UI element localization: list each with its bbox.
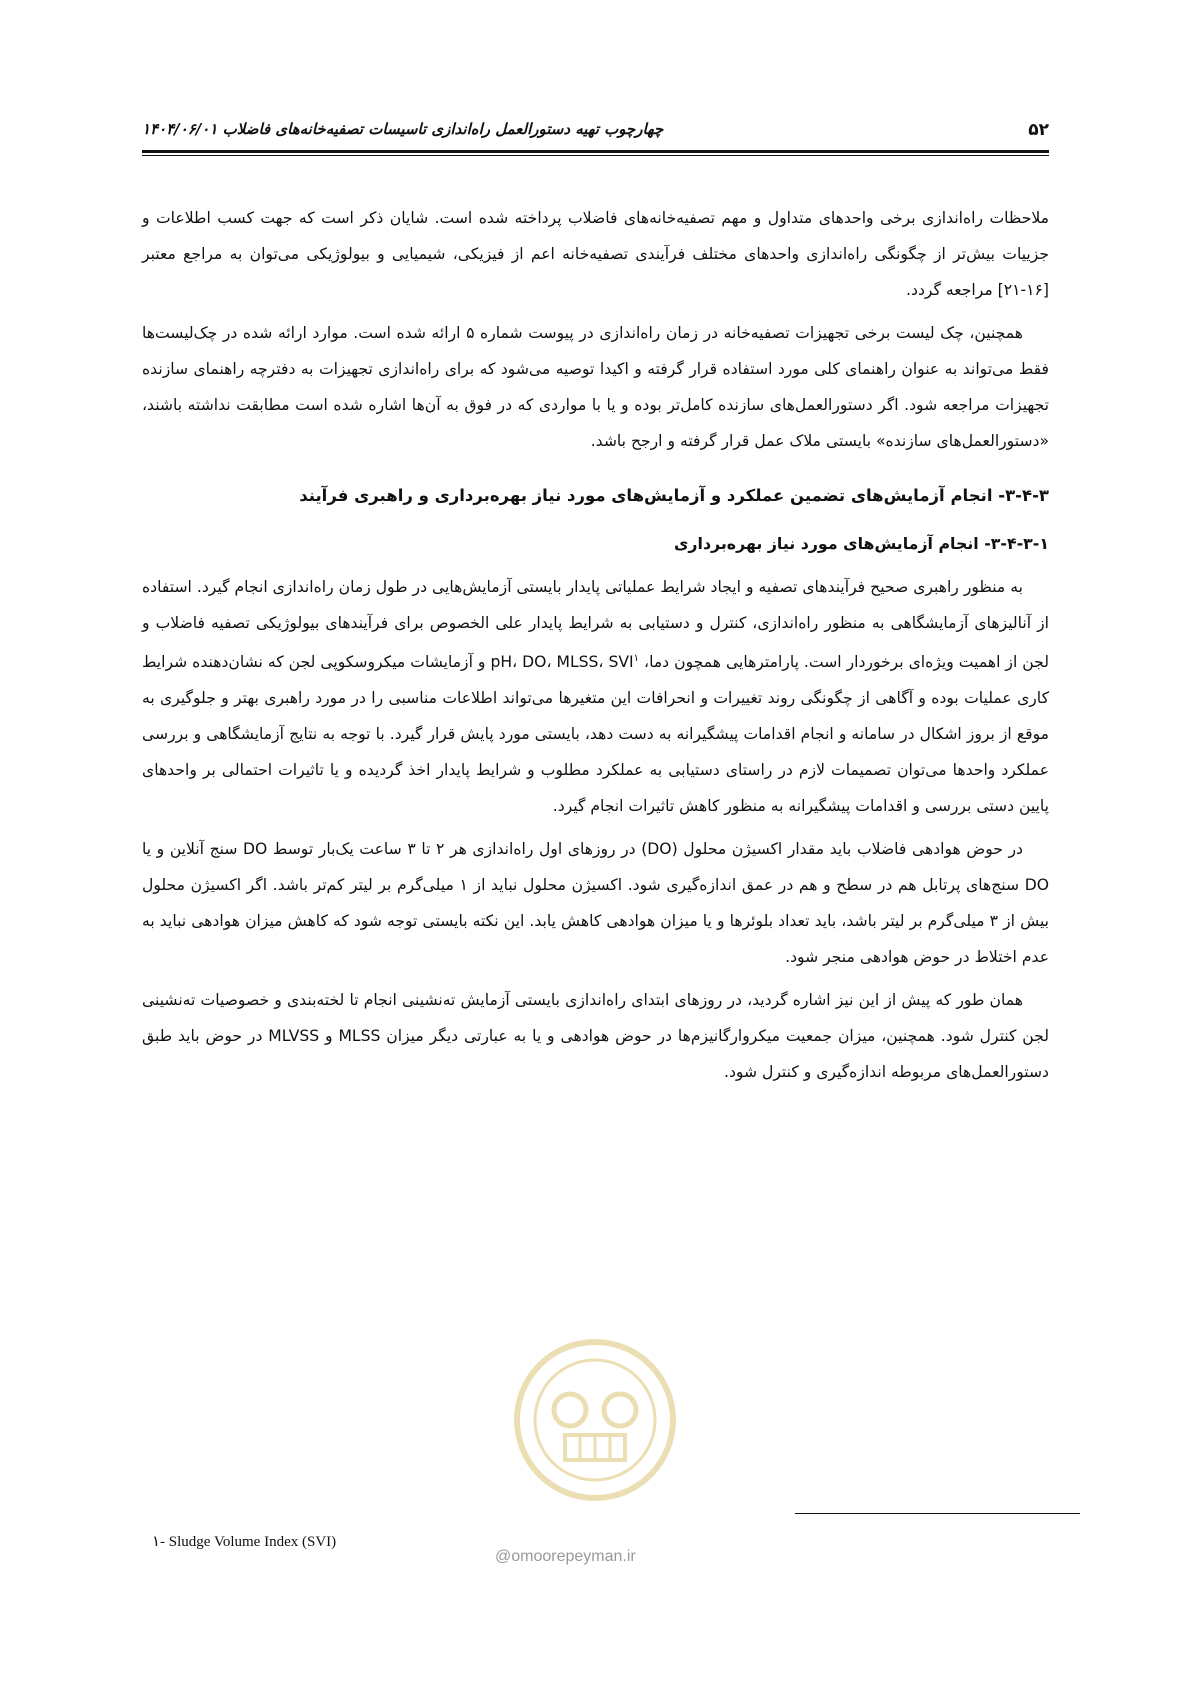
page-header [142,118,1049,148]
paragraph-tests-part2: و آزمایشات میکروسکوپی لجن که نشان‌دهنده شرایط کاری عملیات بوده و آگاهی از چگونگی روند تغییرات و انحرافات این متغیرها می‌تواند اطلاعات مناسبی را در مورد راهبری بهتر و جلوگیری به موقع از بروز اشکال در سامانه و انجام اقدامات پیشگیرانه به دست دهد، بایستی مورد پایش قرار گیرد. با توجه به نتایج آزمایشگاهی و بررسی عملکرد واحدها می‌توان تصمیمات لازم در راستای دستیابی به عملکرد مطلوب و شرایط پایدار اخذ گردیده و یا تاثیرات احتمالی بر واحدهای پایین دستی بررسی و اقدامات پیشگیرانه به منظور کاهش تاثیرات انجام گیرد. [142,653,1049,816]
paragraph-intro: ملاحظات راه‌اندازی برخی واحدهای متداول و مهم تصفیه‌خانه‌های فاضلاب پرداخته شده است. شایان ذکر است که جهت کسب اطلاعات و جزییات بیش‌تر از چگونگی راه‌اندازی واحدهای مختلف فرآیندی تصفیه‌خانه اعم از فیزیکی، شیمیایی و بیولوژیکی می‌توان به مراجع معتبر [۱۶-۲۱] مراجعه گردد. [142,209,1049,299]
page-content [142,200,1049,1097]
watermark-url: @omoorepeyman.ir [495,1548,636,1565]
footnote-rule [795,1513,1080,1514]
subsection-heading: ۳-۴-۳-۱- انجام آزمایش‌های مورد نیاز بهره‌برداری [673,534,1049,553]
paragraph-checklist: همچنین، چک لیست برخی تجهیزات تصفیه‌خانه در زمان راه‌اندازی در پیوست شماره ۵ ارائه شده است. موارد ارائه شده در چک‌لیست‌ها فقط می‌تواند به عنوان راهنمای کلی مورد استفاده قرار گرفته و اکیدا توصیه می‌شود که برای راه‌اندازی تجهیزات به دفترچه راهنمای سازنده تجهیزات مراجعه شود. اگر دستورالعمل‌های سازنده کامل‌تر بوده و یا با مواردی که در فوق به آن‌ها اشاره شده است مطابقت نداشته باشند، «دستورالعمل‌های سازنده» بایستی ملاک عمل قرار گرفته و ارجح باشد. [142,324,1049,450]
page-number: ۵۲ [1028,120,1049,140]
paragraph-tests-part1: به منظور راهبری صحیح فرآیندهای تصفیه و ایجاد شرایط عملیاتی پایدار بایستی آزمایش‌هایی در طول زمان راه‌اندازی انجام گیرد. استفاده از آنالیزهای آزمایشگاهی به منظور راه‌اندازی، کنترل و دستیابی به شرایط پایدار علی الخصوص برای فرآیندهای بیولوژیکی تصفیه فاضلاب و لجن از اهمیت ویژه‌ای برخوردار است. پارامترهایی همچون دما، pH، DO، MLSS، SVI [142,578,1049,672]
paragraph-settling: همان طور که پیش از این نیز اشاره گردید، در روزهای ابتدای راه‌اندازی بایستی آزمایش ته‌نشینی انجام تا لخته‌بندی و خصوصیات ته‌نشینی لجن کنترل شود. همچنین، میزان جمعیت میکروارگانیزم‌ها در حوض هوادهی و یا به عبارتی دیگر میزان MLSS و MLVSS در حوض باید طبق دستورالعمل‌های مربوطه اندازه‌گیری و کنترل شود. [142,991,1049,1082]
paragraph-tests [142,569,1049,824]
running-title: چهارچوب تهیه دستورالعمل راه‌اندازی تاسیسات تصفیه‌خانه‌های فاضلاب ۱۴۰۴/۰۶/۰۱ [142,120,664,138]
footnote-marker: ۱ [633,653,640,664]
footnote: ۱- Sludge Volume Index (SVI) [152,1534,337,1550]
watermark-seal [500,1330,690,1510]
header-rule [142,150,1049,156]
section-heading: ۳-۴-۳- انجام آزمایش‌های تضمین عملکرد و آزمایش‌های مورد نیاز بهره‌برداری و راهبری فرآیند [299,486,1049,505]
paragraph-do: در حوض هوادهی فاضلاب باید مقدار اکسیژن محلول (DO) در روزهای اول راه‌اندازی هر ۲ تا ۳ ساعت یک‌بار توسط DO سنج آنلاین و یا DO سنج‌های پرتابل هم در سطح و هم در عمق اندازه‌گیری شود. اکسیژن محلول نباید از ۱ میلی‌گرم بر لیتر کم‌تر باشد. اگر اکسیژن محلول بیش از ۳ میلی‌گرم بر لیتر باشد، باید تعداد بلوئرها و یا میزان هوادهی کاهش یابد. این نکته بایستی توجه شود که کاهش میزان هوادهی نباید به عدم اختلاط در حوض هوادهی منجر شود. [142,840,1049,967]
